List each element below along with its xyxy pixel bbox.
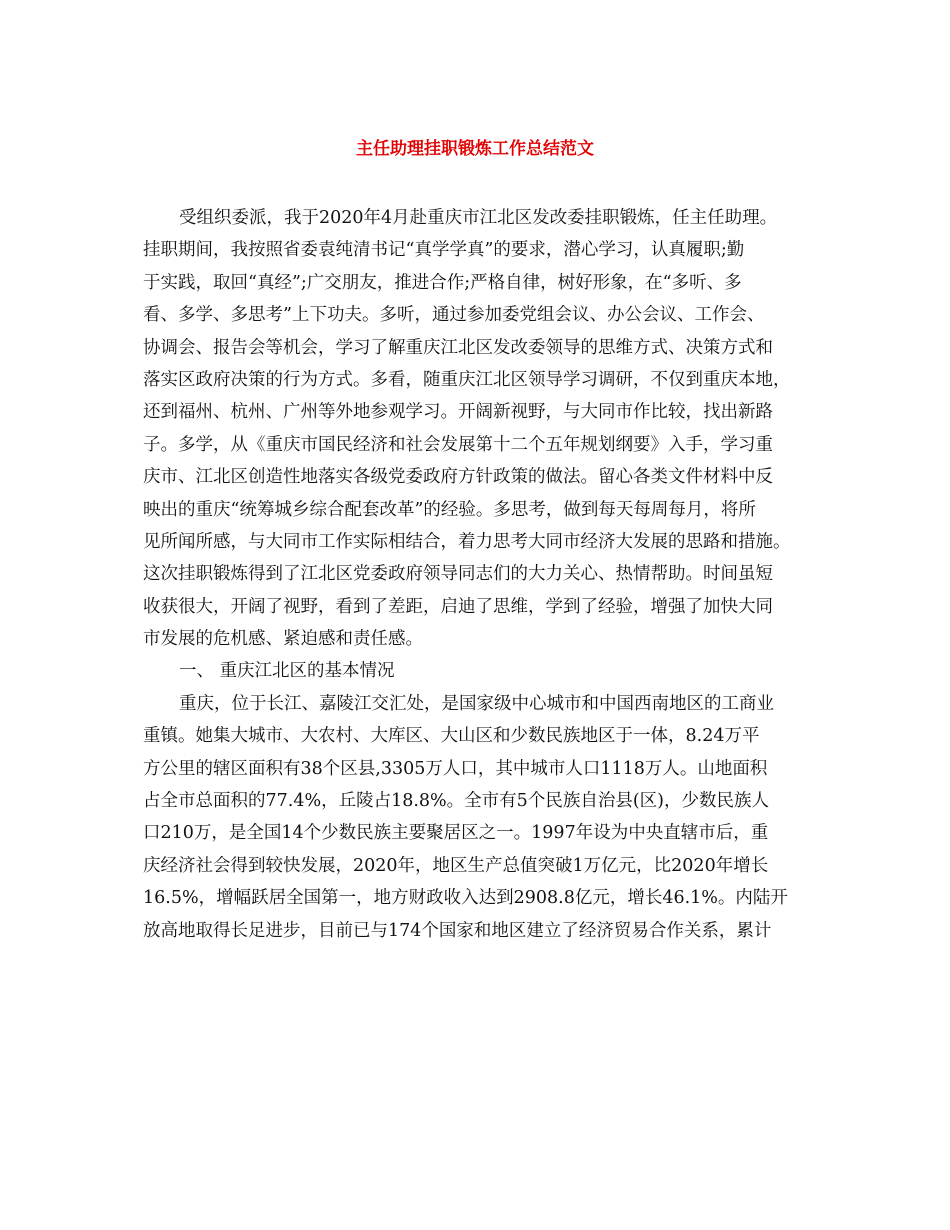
body-line: 占全市总面积的77.4%，丘陵占18.8%。全市有5个民族自治县(区)，少数民族人 (143, 791, 769, 812)
body-line: 收获很大，开阔了视野，看到了差距，启迪了思维，学到了经验，增强了加快大同 (143, 596, 773, 617)
body-line: 挂职期间，我按照省委袁纯清书记“真学学真”的要求，潜心学习，认真履职;勤 (143, 240, 745, 261)
body-line: 映出的重庆“统筹城乡综合配套改革”的经验。多思考，做到每天每周每月，将所 (143, 499, 756, 520)
body-line: 庆经济社会得到较快发展，2020年，地区生产总值突破1万亿元，比2020年增长 (143, 855, 769, 876)
body-line: 见所闻所感，与大同市工作实际相结合，着力思考大同市经济大发展的思路和措施。 (143, 531, 791, 552)
body-line: 看、多学、多思考”上下功夫。多听，通过参加委党组会议、办公会议、工作会、 (143, 305, 765, 326)
body-line: 受组织委派，我于2020年4月赴重庆市江北区发改委挂职锻炼，任主任助理。 (179, 208, 778, 228)
body-line: 一、 重庆江北区的基本情况 (179, 661, 395, 682)
body-line: 协调会、报告会等机会，学习了解重庆江北区发改委领导的思维方式、决策方式和 (143, 337, 773, 358)
body-line: 于实践，取回“真经”;广交朋友，推进合作;严格自律，树好形象，在“多听、多 (143, 272, 742, 293)
body-line: 放高地取得长足进步，目前已与174个国家和地区建立了经济贸易合作关系，累计 (143, 920, 772, 941)
body-line: 还到福州、杭州、广州等外地参观学习。开阔新视野，与大同市作比较，找出新路 (143, 402, 773, 423)
body-line: 子。多学，从《重庆市国民经济和社会发展第十二个五年规划纲要》入手，学习重 (143, 434, 773, 455)
body-line: 庆市、江北区创造性地落实各级党委政府方针政策的做法。留心各类文件材料中反 (143, 467, 773, 488)
body-line: 落实区政府决策的行为方式。多看，随重庆江北区领导学习调研，不仅到重庆本地， (143, 369, 791, 390)
body-line: 方公里的辖区面积有38个区县,3305万人口，其中城市人口1118万人。山地面积 (143, 758, 768, 779)
body-line: 重庆，位于长江、嘉陵江交汇处，是国家级中心城市和中国西南地区的工商业 (179, 693, 774, 714)
body-line: 重镇。她集大城市、大农村、大库区、大山区和少数民族地区于一体，8.24万平 (143, 726, 760, 747)
document-title: 主任助理挂职锻炼工作总结范文 (356, 139, 594, 159)
body-line: 口210万，是全国14个少数民族主要聚居区之一。1997年设为中央直辖市后，重 (143, 823, 769, 844)
document-body (143, 202, 813, 947)
body-line: 市发展的危机感、紧迫感和责任感。 (143, 629, 423, 650)
body-line: 这次挂职锻炼得到了江北区党委政府领导同志们的大力关心、热情帮助。时间虽短 (143, 564, 773, 585)
body-line: 16.5%，增幅跃居全国第一，地方财政收入达到2908.8亿元，增长46.1%。内陆开 (143, 888, 788, 909)
